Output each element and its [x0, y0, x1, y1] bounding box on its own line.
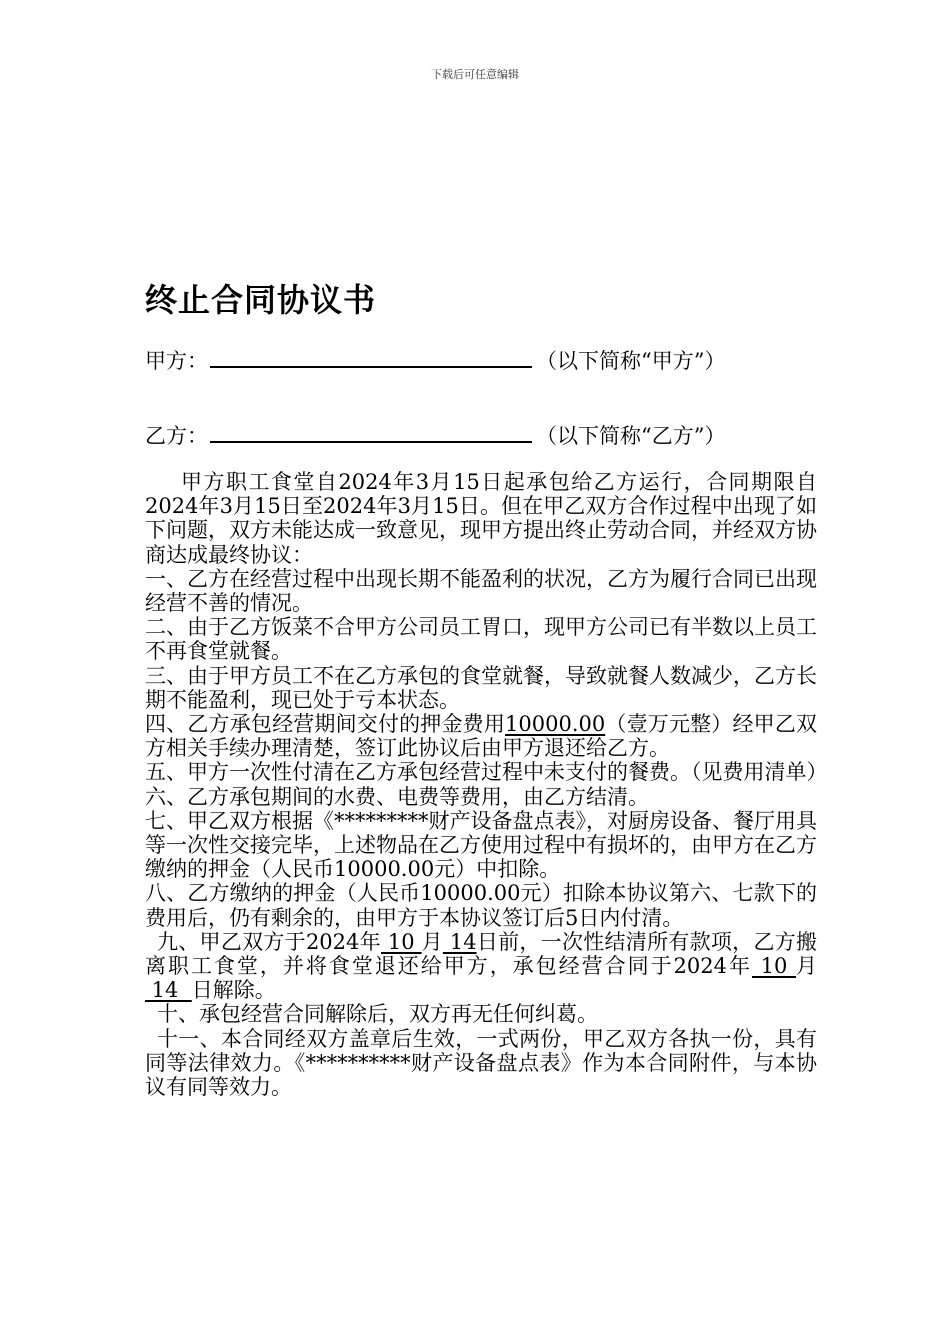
clause-4-text-after: （壹万元整）经甲乙双方相关手续办理清楚，签订此协议后由甲方退还给乙方。 [145, 712, 818, 761]
deposit-amount: 10000.00 [505, 712, 606, 737]
header-note: 下载后可任意编辑 [431, 68, 519, 81]
agreement-body [145, 470, 828, 1100]
party-a-line [145, 346, 725, 376]
clause-2: 二、由于乙方饭菜不合甲方公司员工胃口，现甲方公司已有半数以上员工不再食堂就餐。 [145, 615, 817, 664]
document-title: 终止合同协议书 [145, 281, 377, 319]
clause-4 [145, 712, 817, 760]
intro-paragraph: 甲方职工食堂自2024年3月15日起承包给乙方运行，合同期限自2024年3月15日至2024年3月15日。但在甲乙双方合作过程中出现了如下问题，双方未能达成一致意见，现甲方提出终止劳动合同，并经双方协商达成最终协议： [145, 470, 817, 567]
clause-10: 十、承包经营合同解除后，双方再无任何纠葛。 [157, 1002, 598, 1027]
clause-9-part-3: 日前，一次性结清所有款项，乙方搬离职工食堂，并将食堂退还给甲方，承包经营合同于2024年 [145, 929, 818, 979]
party-b-label: 乙方： [145, 424, 208, 448]
settle-day: 14 [442, 929, 477, 954]
clause-6: 六、乙方承包期间的水费、电费等费用，由乙方结清。 [145, 784, 649, 809]
party-b-blank [210, 421, 532, 443]
clause-8: 八、乙方缴纳的押金（人民币10000.00元）扣除本协议第六、七款下的费用后，仍有剩余的，由甲方于本协议签订后5日内付清。 [145, 881, 817, 930]
clause-9-part-2: 月 [421, 929, 443, 954]
clause-9-part-5: 日解除。 [191, 978, 276, 1003]
clause-9-part-1: 九、甲乙双方于2024年 [157, 929, 381, 954]
terminate-month: 10 [751, 954, 796, 979]
clause-11: 十一、本合同经双方盖章后生效，一式两份，甲乙双方各执一份，具有同等法律效力。《**********财产设备盘点表》作为本合同附件，与本协议有同等效力。 [145, 1026, 817, 1100]
party-a-label: 甲方： [145, 349, 208, 373]
clause-9 [145, 930, 817, 1003]
clause-3: 三、由于甲方员工不在乙方承包的食堂就餐，导致就餐人数减少，乙方长期不能盈利，现已处于亏本状态。 [145, 663, 817, 712]
party-b-line [145, 421, 725, 451]
terminate-day: 14 [145, 978, 192, 1003]
clause-9-part-4: 月 [796, 954, 817, 979]
party-b-suffix: （以下简称“乙方”） [536, 424, 726, 448]
clause-5: 五、甲方一次性付清在乙方承包经营过程中未支付的餐费。（见费用清单） [145, 760, 828, 785]
clause-7: 七、甲乙双方根据《*********财产设备盘点表》，对厨房设备、餐厅用具等一次性交接完毕，上述物品在乙方使用过程中有损坏的，由甲方在乙方缴纳的押金（人民币10000.00元）中扣除。 [145, 808, 817, 882]
clause-4-text-before: 四、乙方承包经营期间交付的押金费用 [145, 712, 506, 737]
party-a-blank [210, 346, 532, 368]
clause-1: 一、乙方在经营过程中出现长期不能盈利的状况，乙方为履行合同已出现经营不善的情况。 [145, 566, 817, 616]
party-a-suffix: （以下简称“甲方”） [536, 349, 726, 373]
settle-month: 10 [380, 929, 422, 954]
